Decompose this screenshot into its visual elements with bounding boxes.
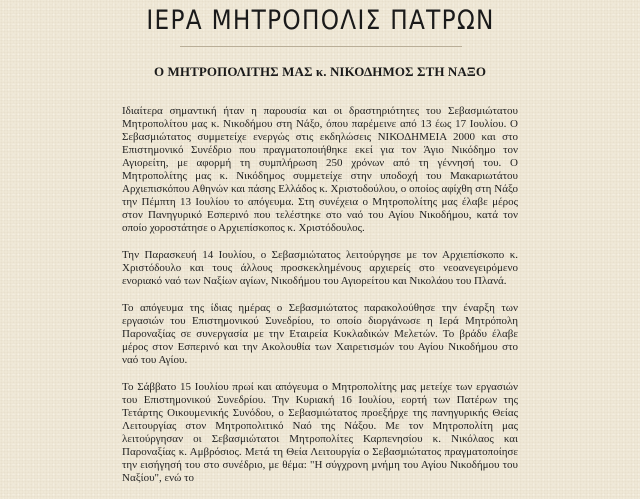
article-title: Ο ΜΗΤΡΟΠΟΛΙΤΗΣ ΜΑΣ κ. ΝΙΚΟΔΗΜΟΣ ΣΤΗ ΝΑΞΟ bbox=[153, 64, 487, 79]
article-paragraph-4: Το Σάββατο 15 Ιουλίου πρωί και απόγευμα ο Μητροπολίτης μας μετείχε των εργασιών του Επιστημονικού Συνεδρίου. Την Κυριακή 16 Ιουλίου, εορτή των Πατέρων της Τετάρτης Οικουμενικής Συνόδου, ο Σεβασμιώτατος προεξήρχε της πανηγυρικής Θείας Λειτουργίας στον Μητροπολιτικό Ναό της Νάξου. Με τον Μητροπολίτη μας λειτούργησαν οι Σεβασμιώτατοι Μητροπολίτες Καρπενησίου κ. Νικόλαος και Παροναξίας κ. Αμβρόσιος. Μετά τη Θεία Λειτουργία ο Σεβασμιώτατος πραγματοποίησε την εισήγησή του στο συνέδριο, με θέμα: "Η σύγχρονη μνήμη του Αγίου Νικοδήμου του Ναξίου", ενώ το bbox=[122, 381, 518, 484]
article-paragraph-1: Ιδιαίτερα σημαντική ήταν η παρουσία και οι δραστηριότητες του Σεβασμιώτατου Μητροπολίτου μας κ. Νικοδήμου στη Νάξο, όπου παρέμεινε από 13 έως 17 Ιουλίου. Ο Σεβασμιώτατος συμμετείχε ενεργώς στις εκδηλώσεις ΝΙΚΟΔΗΜΕΙΑ 2000 και στο Επιστημονικό Συνέδριο που πραγματοποιήθηκε εκεί για τον Άγιο Νικόδημο τον Αγιορείτη, με αφορμή τη συμπλήρωση 250 χρόνων από τη γέννησή του. Ο Μητροπολίτης μας κ. Νικόδημος συμμετείχε στην υποδοχή του Μακαριωτάτου Αρχιεπισκόπου Αθηνών και πάσης Ελλάδος κ. Χριστοδούλου, ο οποίος αφίχθη στη Νάξο την Πέμπτη 13 Ιουλίου το απόγευμα. Στη συνέχεια ο Μητροπολίτης μας έλαβε μέρος στον Πανηγυρικό Εσπερινό που τελέστηκε στο ναό του Αγίου Νικοδήμου, κατά τον οποίο χοροστάτησε ο Αρχιεπίσκοπος κ. Χριστόδουλος. bbox=[122, 105, 518, 234]
article-paragraph-2: Την Παρασκευή 14 Ιουλίου, ο Σεβασμιώτατος λειτούργησε με τον Αρχιεπίσκοπο κ. Χριστόδουλο και τους άλλους προσκεκλημένους αρχιερείς στο νεοανεγειρόμενο ενοριακό ναό των Ναξίων αγίων, Νικοδήμου του Αγιορείτου και Νικολάου του Πλανά. bbox=[122, 249, 518, 287]
site-title: ΙΕΡΑ ΜΗΤΡΟΠΟΛΙΣ ΠΑΤΡΩΝ bbox=[145, 5, 495, 36]
title-divider bbox=[180, 46, 462, 47]
site-header bbox=[0, 4, 640, 38]
article bbox=[122, 64, 518, 499]
article-paragraph-3: Το απόγευμα της ίδιας ημέρας ο Σεβασμιώτατος παρακολούθησε την έναρξη των εργασιών του Επιστημονικού Συνεδρίου, το οποίο διοργάνωσε η Ιερά Μητρόπολη Παροναξίας σε συνεργασία με την Εταιρεία Κυκλαδικών Μελετών. Το βράδυ έλαβε μέρος στον Εσπερινό και την Ακολουθία των Χαιρετισμών του Αγίου Νικοδήμου στο ναό του Αγίου. bbox=[122, 302, 518, 366]
